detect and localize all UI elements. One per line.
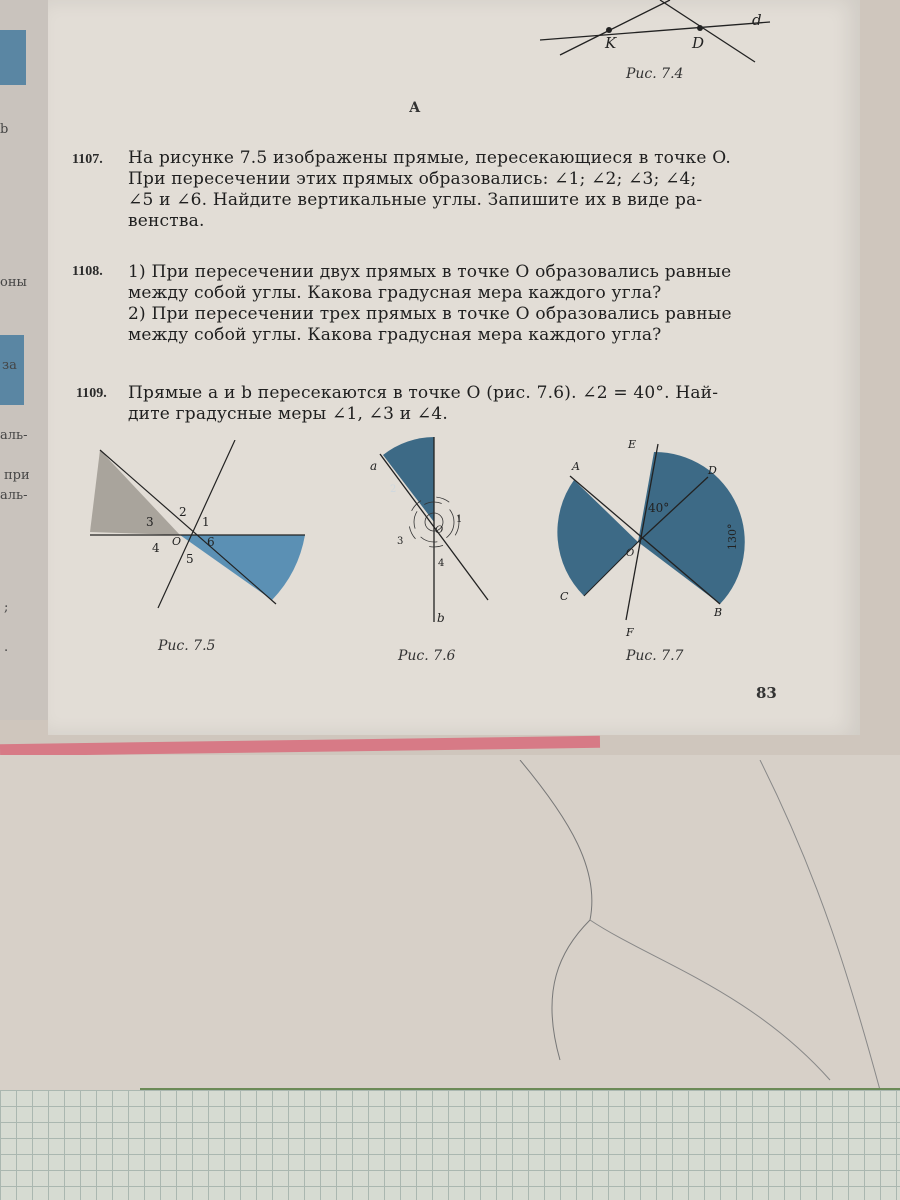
problem-line: При пересечении этих прямых образовались: ∠1; ∠2; ∠3; ∠4; <box>128 169 697 189</box>
angle-label-1: 1 <box>456 514 463 525</box>
problem-line: Прямые a и b пересекаются в точке O (рис. 7.6). ∠2 = 40°. Най- <box>128 383 719 403</box>
angle-label-4: 4 <box>152 541 160 555</box>
sector-gray <box>90 450 180 535</box>
angle-label-5: 5 <box>186 552 194 566</box>
problem-line: 2) При пересечении трех прямых в точке O образовались равные <box>128 304 732 324</box>
left-page-edge <box>0 0 48 720</box>
point-label-o: O <box>435 525 444 536</box>
problem-1107-text <box>128 148 731 232</box>
point-label-o: O <box>626 548 635 559</box>
pencil-stroke <box>760 760 880 1090</box>
angle-label-130: 130° <box>726 523 739 550</box>
point-label-b: B <box>714 606 723 619</box>
left-page-fragment: оны <box>0 275 27 290</box>
problem-line: 1) При пересечении двух прямых в точке O образовались равные <box>128 262 732 282</box>
left-page-fragment: b <box>0 122 9 137</box>
figure-7-6 <box>360 432 510 632</box>
pencil-sketch <box>500 760 900 1090</box>
problem-1108-text <box>128 262 732 346</box>
figure-7-5-caption: Рис. 7.5 <box>158 638 216 654</box>
point-label-d: D <box>708 464 717 477</box>
problem-line: дите градусные меры ∠1, ∠3 и ∠4. <box>128 404 448 424</box>
line-through-d <box>660 0 755 62</box>
point-label-c: C <box>560 590 569 603</box>
figure-7-7 <box>550 432 750 642</box>
point-label-f: F <box>626 626 634 639</box>
problem-number: 1108. <box>72 264 103 279</box>
figure-7-5 <box>80 440 320 620</box>
label-d-point: D <box>692 34 705 52</box>
angle-label-6: 6 <box>207 535 215 549</box>
angle-label-2: 2 <box>390 484 397 495</box>
left-page-fragment: аль- <box>0 488 28 503</box>
sector-angle-2 <box>383 437 434 522</box>
problem-number: 1107. <box>72 152 103 167</box>
problem-line: между собой углы. Какова градусная мера каждого угла? <box>128 325 662 345</box>
angle-label-4: 4 <box>438 558 445 569</box>
label-line-b: b <box>437 611 445 625</box>
problem-line: На рисунке 7.5 изображены прямые, пересекающиеся в точке O. <box>128 148 731 168</box>
figure-7-7-caption: Рис. 7.7 <box>626 648 684 664</box>
left-page-fragment: . <box>4 640 9 655</box>
problem-line: венства. <box>128 211 205 231</box>
point-d <box>697 25 703 31</box>
problem-line: между собой углы. Какова градусная мера каждого угла? <box>128 283 662 303</box>
problem-number: 1109. <box>76 386 107 401</box>
page-number: 83 <box>756 684 777 702</box>
left-page-fragment: ; <box>4 600 9 615</box>
left-page-fragment: при <box>4 468 30 483</box>
point-label-e: E <box>628 438 637 451</box>
pink-tape-strip <box>0 736 600 756</box>
grid-notebook <box>0 1090 900 1200</box>
point-k <box>606 27 612 33</box>
angle-label-3: 3 <box>397 536 404 547</box>
problem-line: ∠5 и ∠6. Найдите вертикальные углы. Запишите их в виде ра- <box>128 190 703 210</box>
angle-label-3: 3 <box>146 515 154 529</box>
left-page-blue-tab <box>0 30 26 85</box>
problem-1109-text <box>128 383 718 425</box>
angle-label-1: 1 <box>202 515 210 529</box>
label-d-line: d <box>752 11 762 29</box>
point-label-a: A <box>572 460 580 473</box>
pencil-stroke <box>520 760 592 1060</box>
label-line-a: a <box>370 459 378 473</box>
angle-label-40: 40° <box>648 501 670 515</box>
sector-aoc <box>557 480 638 596</box>
sector-blue <box>180 535 305 600</box>
figure-7-6-caption: Рис. 7.6 <box>398 648 456 664</box>
line-d <box>540 22 770 40</box>
left-page-fragment: аль- <box>0 428 28 443</box>
point-label-o: O <box>172 535 182 548</box>
figure-7-4-caption: Рис. 7.4 <box>626 66 684 82</box>
label-k: K <box>605 34 617 52</box>
left-page-fragment: за <box>2 358 17 373</box>
section-label: А <box>409 100 421 116</box>
pencil-stroke <box>590 920 830 1080</box>
angle-label-2: 2 <box>179 505 187 519</box>
